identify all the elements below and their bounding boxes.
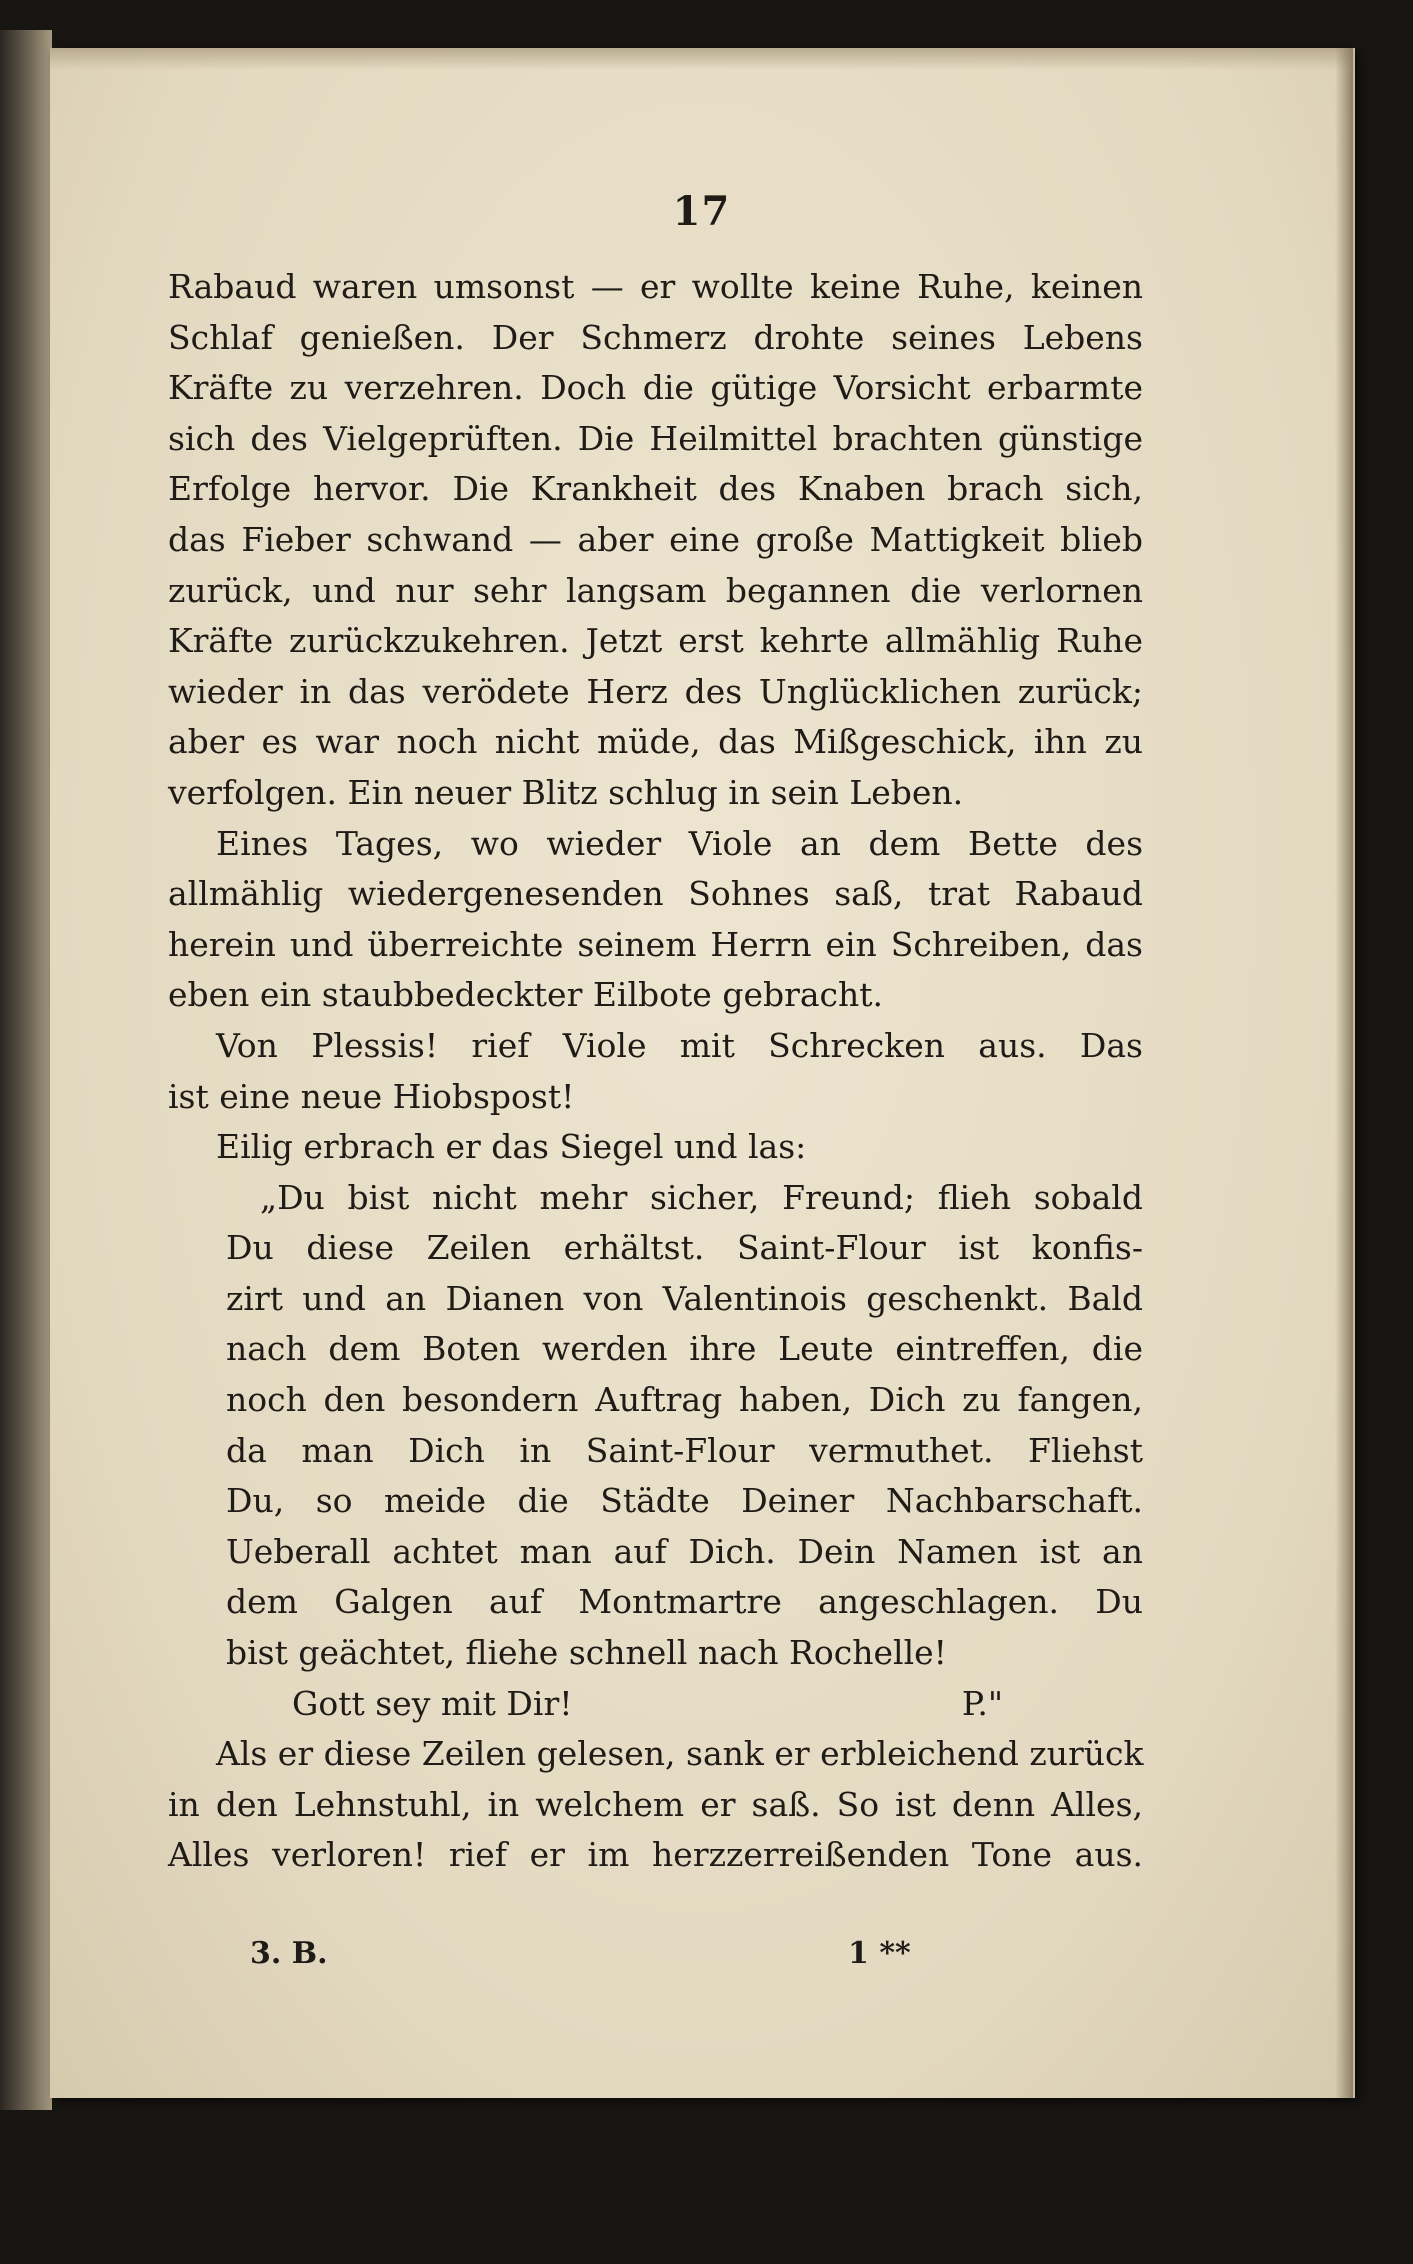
page-right-edge [1335,48,1353,2098]
text-line: Kräfte zu verzehren. Doch die gütige Vorsicht erbarmte [168,368,1143,408]
text-line: sich des Vielgeprüften. Die Heilmittel brachten günstige [168,418,1143,458]
text-line: Schlaf genießen. Der Schmerz drohte seines Lebens [168,317,1143,357]
letter-line: zirt und an Dianen von Valentinois geschenkt. Bald [226,1278,1143,1318]
text-line: wieder in das verödete Herz des Unglücklichen zurück; [168,671,1143,711]
letter-line: Du, so meide die Städte Deiner Nachbarschaft. [226,1481,1143,1521]
book-page [50,48,1353,2098]
letter-line: dem Galgen auf Montmartre angeschlagen. Du [226,1582,1143,1622]
letter-line: bist geächtet, fliehe schnell nach Rochelle! [226,1633,947,1673]
letter-line: nach dem Boten werden ihre Leute eintreffen, die [226,1329,1143,1369]
text-line: in den Lehnstuhl, in welchem er saß. So ist denn Alles, [168,1784,1143,1824]
text-line: ist eine neue Hiobspost! [168,1076,575,1116]
text-line: Von Plessis! rief Viole mit Schrecken aus. Das [216,1025,1143,1065]
letter-closing [292,1679,1003,1730]
letter-salutation: Gott sey mit Dir! [292,1683,573,1723]
book-spine [0,30,52,2110]
text-line: zurück, und nur sehr langsam begannen die verlornen [168,570,1143,610]
letter-line: „Du bist nicht mehr sicher, Freund; flieh sobald [260,1177,1143,1217]
signature-mark: 3. B. [250,1936,328,1971]
text-line: allmählig wiedergenesenden Sohnes saß, trat Rabaud [168,874,1143,914]
text-line: eben ein staubbedeckter Eilbote gebracht. [168,975,884,1015]
letter-line: Du diese Zeilen erhältst. Saint-Flour ist konfis- [226,1228,1143,1268]
text-line: Erfolge hervor. Die Krankheit des Knaben brach sich, [168,469,1143,509]
text-line: verfolgen. Ein neuer Blitz schlug in sein Leben. [168,772,964,812]
letter-line: Ueberall achtet man auf Dich. Dein Namen ist an [226,1531,1143,1571]
text-line: Eilig erbrach er das Siegel und las: [216,1127,807,1167]
text-line: Eines Tages, wo wieder Viole an dem Bette des [216,823,1143,863]
page-top-edge [50,48,1353,70]
text-line: Kräfte zurückzukehren. Jetzt erst kehrte allmählig Ruhe [168,621,1143,661]
body-text [168,262,1143,1881]
text-line: Rabaud waren umsonst — er wollte keine Ruhe, keinen [168,267,1143,306]
page-footer [250,1936,950,1976]
letter-line: da man Dich in Saint-Flour vermuthet. Fliehst [226,1430,1143,1470]
text-line: das Fieber schwand — aber eine große Mattigkeit blieb [168,519,1143,559]
text-line: Als er diese Zeilen gelesen, sank er erbleichend zurück [216,1734,1144,1774]
letter-line: noch den besondern Auftrag haben, Dich zu fangen, [226,1380,1143,1420]
letter-signature: P." [961,1683,1003,1723]
text-line: herein und überreichte seinem Herrn ein Schreiben, das [168,924,1143,964]
text-line: aber es war noch nicht müde, das Mißgeschick, ihn zu [168,722,1143,762]
text-line: Alles verloren! rief er im herzzerreißenden Tone aus. [168,1835,1143,1875]
page-number: 17 [672,188,731,235]
sheet-mark: 1 ** [848,1936,911,1971]
